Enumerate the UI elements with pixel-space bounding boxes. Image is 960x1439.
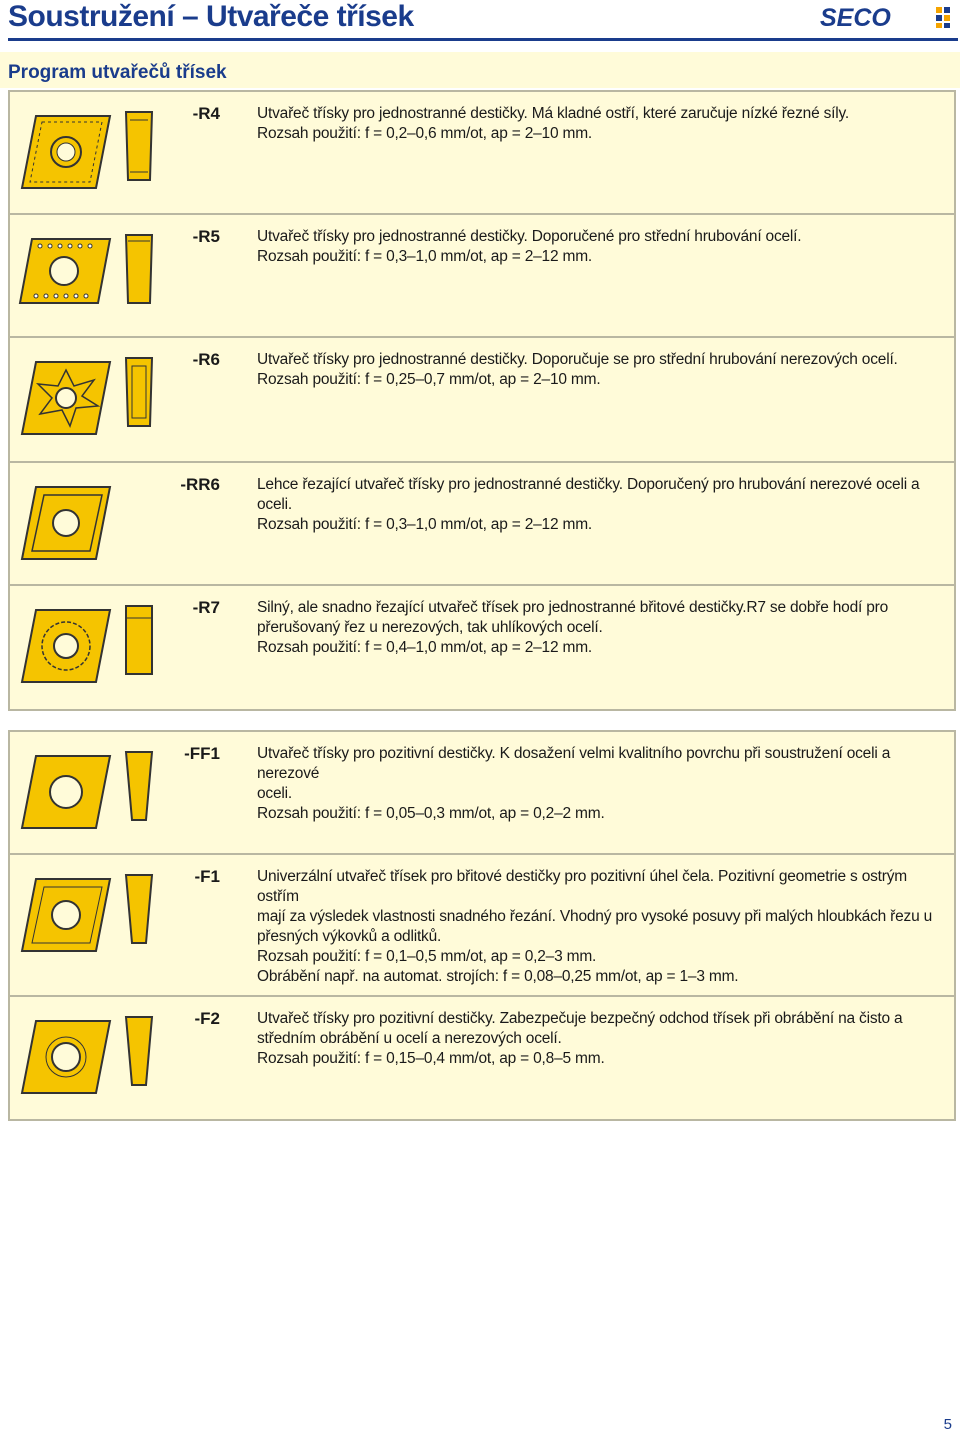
row-r7 bbox=[8, 586, 956, 709]
insert-r6-icon bbox=[18, 358, 114, 438]
description: Utvařeč třísky pro jednostranné destičky. Má kladné ostří, které zaručuje nízké řezné síly. Rozsah použití: f = 0,2–0,6 mm/ot, ap = 2–10 mm. bbox=[257, 105, 850, 142]
code-label: -F2 bbox=[194, 1009, 220, 1028]
row-r4 bbox=[8, 92, 956, 213]
insert-ff1-icon bbox=[18, 752, 114, 832]
row-f2 bbox=[8, 997, 956, 1119]
row-r6 bbox=[8, 338, 956, 461]
description: Univerzální utvařeč třísek pro břitové destičky pro pozitivní úhel čela. Pozitivní geometrie s ostrým ostřím mají za výsledek vlastnosti snadného řezání. Vhodný pro vysoké posuvy při malých hloubkách řezu u přesných výkovků a odlitků. Rozsah použití: f = 0,1–0,5 mm/ot, ap = 0,2–3 mm. Obrábění např. na automat. strojích: f = 0,08–0,25 mm/ot, ap = 1–3 mm. bbox=[257, 868, 933, 985]
insert-f1-icon bbox=[18, 875, 114, 955]
code-label: -R6 bbox=[192, 350, 220, 369]
row-ff1 bbox=[8, 732, 956, 853]
code-label: -R4 bbox=[192, 104, 220, 123]
row-r5 bbox=[8, 215, 956, 336]
description: Utvařeč třísky pro jednostranné destičky. Doporučené pro střední hrubování ocelí. Rozsah použití: f = 0,3–1,0 mm/ot, ap = 2–12 mm. bbox=[257, 228, 802, 265]
insert-r7-icon bbox=[18, 606, 114, 686]
svg-text:SECO: SECO bbox=[820, 4, 891, 30]
code-label: -R5 bbox=[192, 227, 220, 246]
description: Utvařeč třísky pro pozitivní destičky. K dosažení velmi kvalitního povrchu při soustružení oceli a nerezové oceli. Rozsah použití: f = 0,05–0,3 mm/ot, ap = 0,2–2 mm. bbox=[257, 745, 891, 822]
description: Utvařeč třísky pro pozitivní destičky. Zabezpečuje bezpečný odchod třísek při obrábění na čisto a středním obrábění u ocelí a nerezových ocelí. Rozsah použití: f = 0,15–0,4 mm/ot, ap = 0,8–5 mm. bbox=[257, 1010, 903, 1067]
page-title: Soustružení – Utvařeče třísek bbox=[8, 0, 414, 33]
description: Lehce řezající utvařeč třísky pro jednostranné destičky. Doporučený pro hrubování nerezové oceli a oceli. Rozsah použití: f = 0,3–1,0 mm/ot, ap = 2–12 mm. bbox=[257, 476, 920, 533]
row-rr6 bbox=[8, 463, 956, 584]
page-number: 5 bbox=[943, 1416, 952, 1433]
insert-r4-icon bbox=[18, 112, 114, 192]
page-header bbox=[0, 0, 960, 46]
header-rule bbox=[8, 38, 958, 41]
code-label: -F1 bbox=[194, 867, 220, 886]
section-title: Program utvařečů třísek bbox=[8, 62, 227, 83]
code-label: -RR6 bbox=[180, 475, 220, 494]
insert-r5-icon bbox=[18, 235, 114, 307]
insert-f2-icon bbox=[18, 1017, 114, 1097]
code-label: -R7 bbox=[192, 598, 220, 617]
description: Silný, ale snadno řezající utvařeč třísek pro jednostranné břitové destičky.R7 se dobře hodí pro přerušovaný řez u nerezových, tak uhlíkových ocelí. Rozsah použití: f = 0,4–1,0 mm/ot, ap = 2–12 mm. bbox=[257, 599, 888, 656]
code-label: -FF1 bbox=[184, 744, 220, 763]
insert-rr6-icon bbox=[18, 483, 114, 563]
description: Utvařeč třísky pro jednostranné destičky. Doporučuje se pro střední hrubování nerezových ocelí. Rozsah použití: f = 0,25–0,7 mm/ot, ap = 2–10 mm. bbox=[257, 351, 898, 388]
seco-logo bbox=[818, 4, 958, 30]
row-f1 bbox=[8, 855, 956, 995]
